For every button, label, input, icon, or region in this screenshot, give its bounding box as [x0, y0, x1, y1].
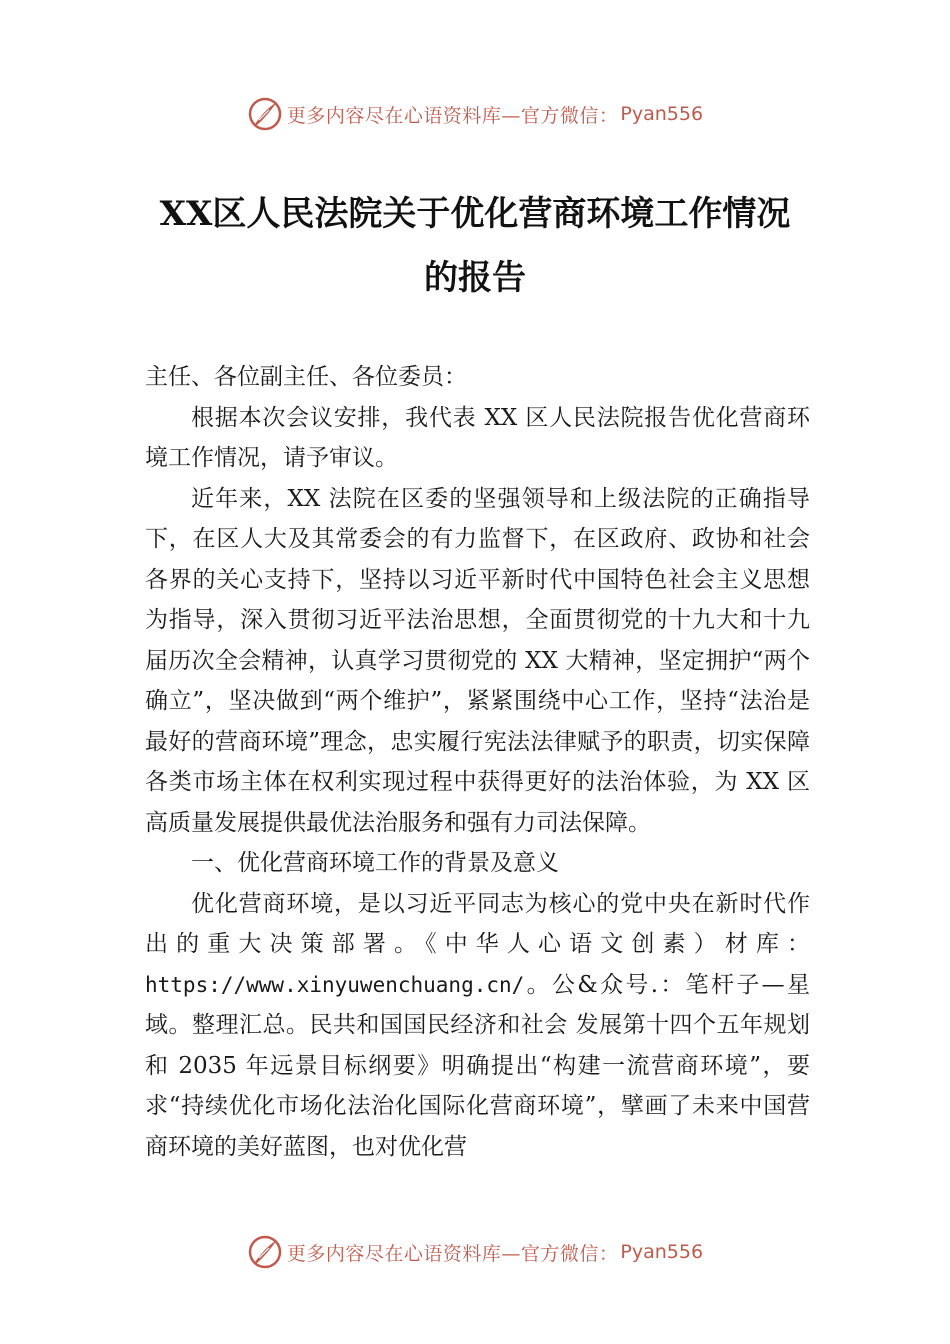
paragraph-1: 根据本次会议安排，我代表 XX 区人民法院报告优化营商环境工作情况，请予审议。 — [145, 404, 810, 471]
quill-logo-icon — [247, 96, 283, 132]
title-line-1: XX区人民法院关于优化营商环境工作情况 — [159, 194, 791, 234]
paragraph-2: 近年来，XX 法院在区委的坚强领导和上级法院的正确指导下，在区人大及其常委会的有力监督下，在区政府、政协和社会各界的关心支持下，坚持以习近平新时代中国特色社会主义思想为指导，深入贯彻习近平法治思想，全面贯彻党的十九大和十九届历次全会精神，认真学习贯彻党的 XX 大精神，坚定拥护“两个确立”，坚决做到“两个维护”，紧紧围绕中心工作，坚持“法治是最好的营商环境”理念，忠实履行宪法法律赋予的职责，切实保障各类市场主体在权利实现过程中获得更好的法治体验，为 XX 区高质量发展提供最优法治服务和强有力司法保障。 — [145, 485, 810, 836]
title-line-2: 的报告 — [424, 258, 526, 298]
banner-wechat-id: Pyan556 — [620, 103, 704, 125]
header-watermark-banner — [0, 94, 950, 134]
paragraph-3-part-b: 。公&众号.：笔杆子—星域。整理汇总。民共和国国民经济和社会 发展第十四个五年规划和 2035 年远景目标纲要》明确提出“构建一流营商环境”，要求“持续优化市场化法治化国际化营商环境”，擘画了未来中国营商环境的美好蓝图，也对优化营 — [145, 971, 810, 1160]
footer-watermark-banner — [0, 1232, 950, 1272]
banner-wechat-id: Pyan556 — [620, 1241, 704, 1263]
paragraph-3-part-a: 优化营商环境，是以习近平同志为核心的党中央在新时代作出的重大决策部署。《中华人心语文创素）材库： — [145, 890, 810, 957]
section-heading-1: 一、优化营商环境工作的背景及意义 — [191, 850, 559, 876]
document-body — [145, 357, 810, 1167]
paragraph-3-url: https://www.xinyuwenchuang.cn/ — [145, 972, 525, 997]
quill-logo-icon — [247, 1234, 283, 1270]
paragraph-3 — [145, 884, 810, 1168]
banner-text: 更多内容尽在心语资料库—官方微信： — [286, 1242, 619, 1265]
salutation: 主任、各位副主任、各位委员： — [145, 364, 467, 390]
document-title — [100, 182, 850, 310]
banner-text: 更多内容尽在心语资料库—官方微信： — [286, 104, 619, 127]
